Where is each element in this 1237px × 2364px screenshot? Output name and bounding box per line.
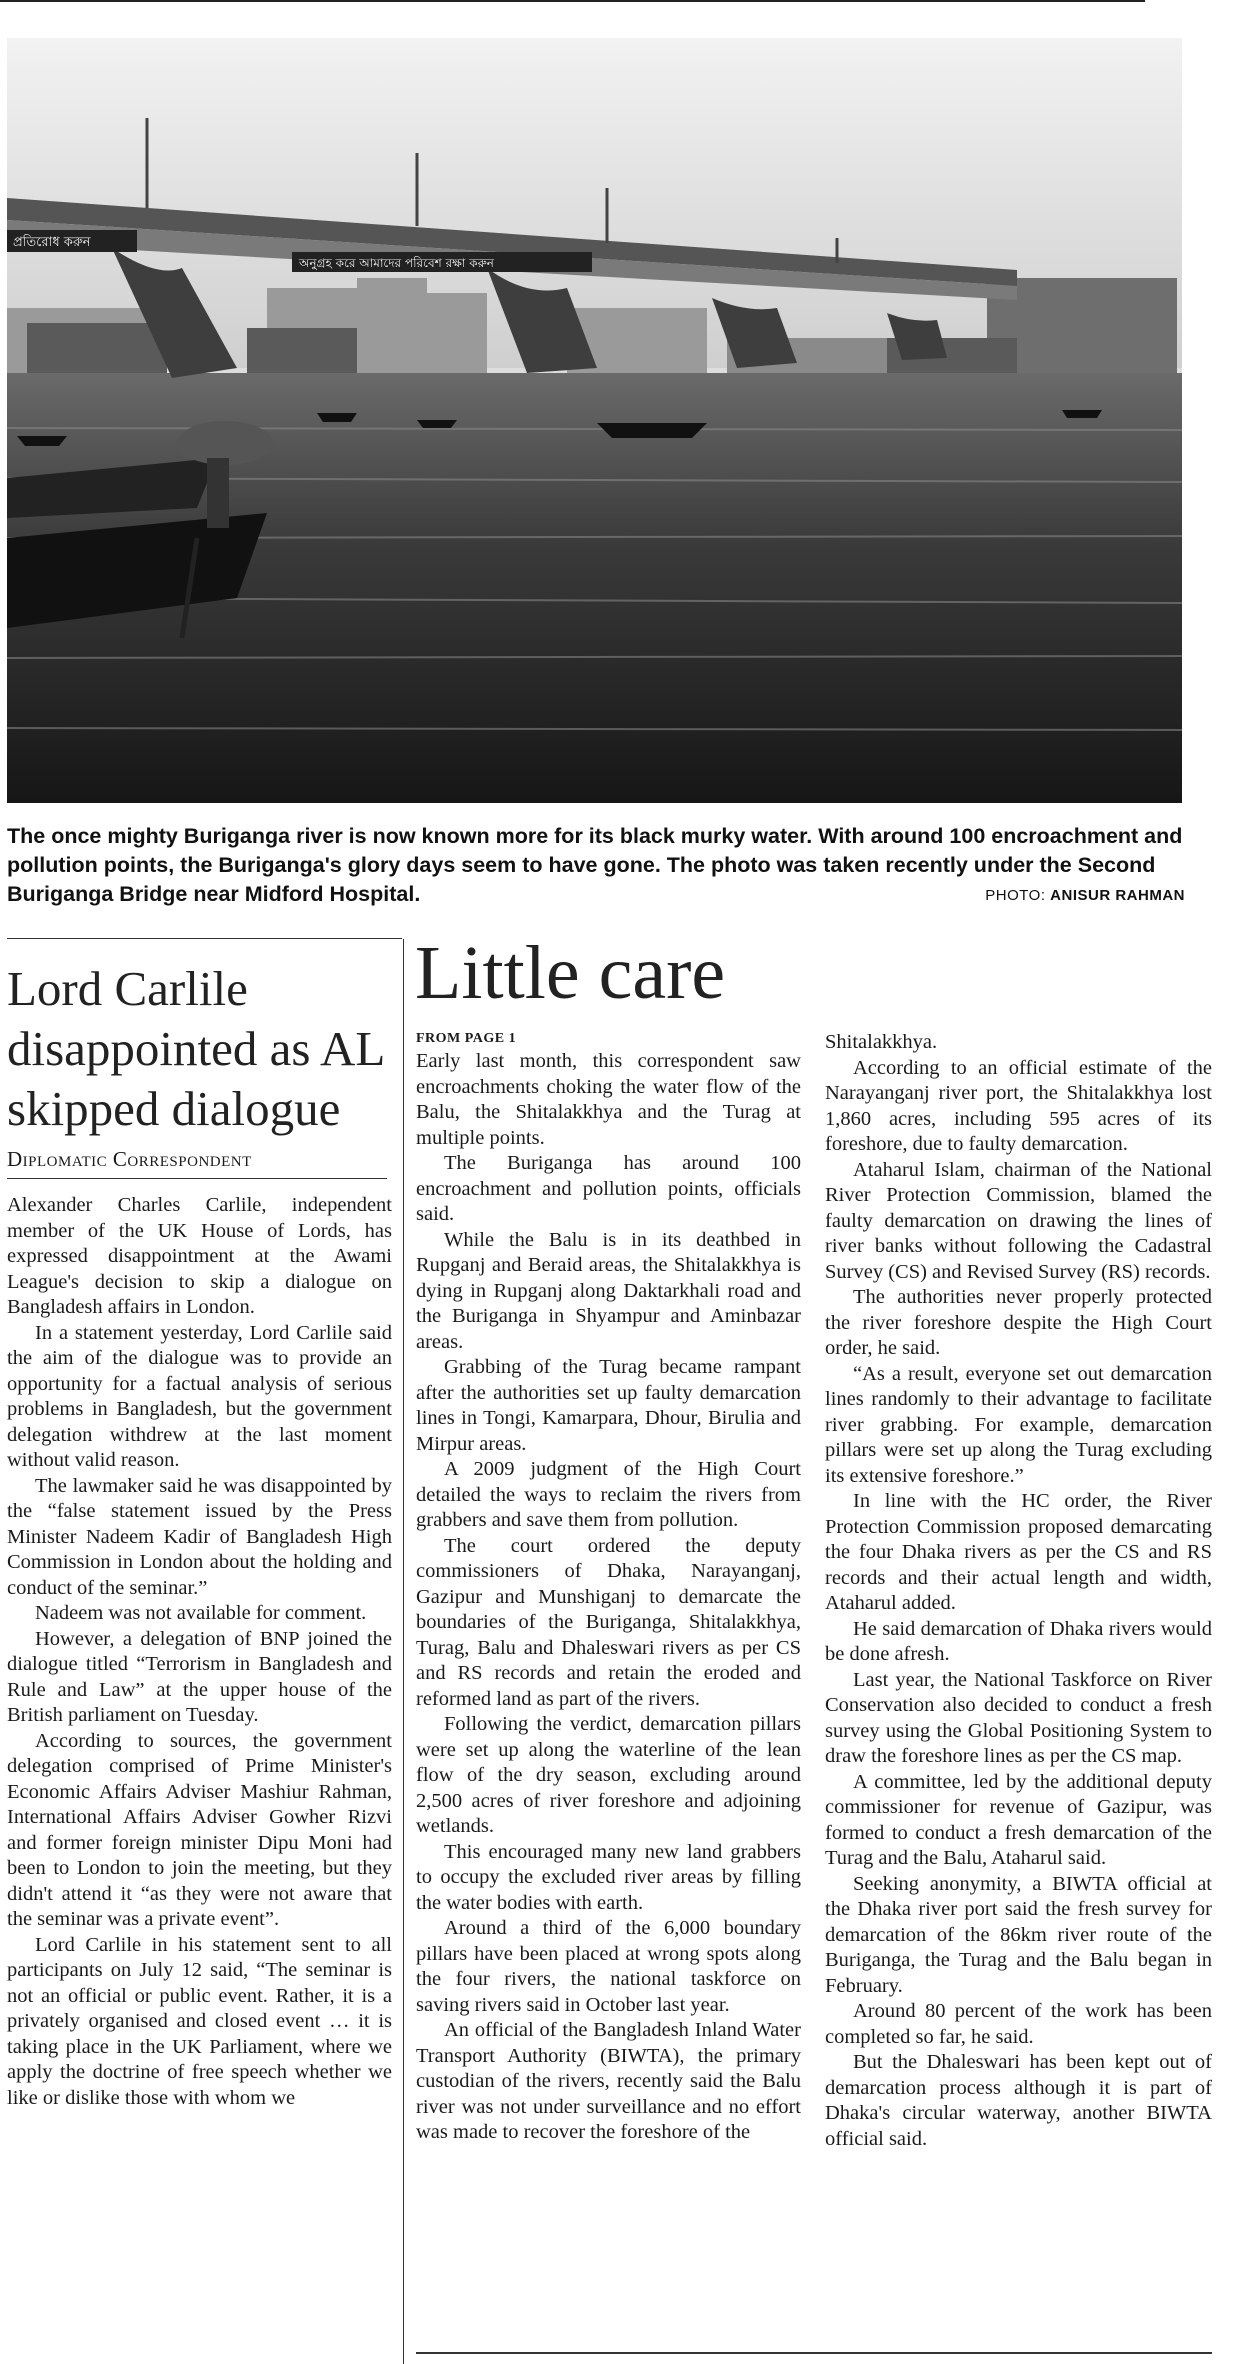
right-paragraph: Early last month, this correspondent saw encroachments choking the water flow of the Balu, the Shitalakkhya and the Turag at multiple points. (416, 1050, 801, 1149)
right-paragraph: He said demarcation of Dhaka rivers would be done afresh. (825, 1617, 1212, 1665)
right-paragraph: Around 80 percent of the work has been completed so far, he said. (825, 2000, 1212, 2048)
left-paragraph: Nadeem was not available for comment. (35, 1602, 367, 1624)
right-paragraph: “As a result, everyone set out demarcation lines randomly to their advantage to facilitate river grabbing. For example, demarcation pillars were set up along the Turag excluding its extensive foreshore.” (825, 1362, 1212, 1487)
left-paragraph: However, a delegation of BNP joined the dialogue titled “Terrorism in Bangladesh and Rule and Law” at the upper house of the British parliament on Tuesday. (7, 1627, 392, 1726)
right-paragraph: Grabbing of the Turag became rampant after the authorities set up faulty demarcation lines in Tongi, Kamarpara, Dhour, Birulia and Mirpur areas. (416, 1356, 801, 1455)
right-paragraph: While the Balu is in its deathbed in Rupganj and Beraid areas, the Shitalakkhya is dying in Rupganj along Daktarkhali road and the Buriganga in Shyampur and Aminbazar areas. (416, 1228, 801, 1353)
photo-credit (985, 887, 1185, 904)
right-paragraph: Following the verdict, demarcation pillars were set up along the waterline of the lean flow of the dry season, excluding around 2,500 acres of river foreshore and adjoining wetlands. (416, 1713, 801, 1837)
top-rule (0, 0, 1145, 2)
right-paragraph: The authorities never properly protected the river foreshore despite the High Court order, he said. (825, 1286, 1212, 1359)
jump-line: FROM PAGE 1 (416, 1031, 517, 1046)
right-paragraph: Shitalakkhya. (825, 1031, 938, 1053)
svg-text:প্রতিরোধ করুন: প্রতিরোধ করুন (13, 235, 91, 250)
left-paragraph: According to sources, the government delegation comprised of Prime Minister's Economic Affairs Adviser Mashiur Rahman, International Affairs Adviser Gowher Rizvi and former foreign minister Dipu Moni had been to London to join the meeting, but they didn't attend it “as they were not aware that the seminar was a private event”. (7, 1729, 392, 1930)
right-paragraph: Around a third of the 6,000 boundary pillars have been placed at wrong spots along the four rivers, the national taskforce on saving rivers said in October last year. (416, 1917, 801, 2016)
left-paragraph: In a statement yesterday, Lord Carlile said the aim of the dialogue was to provide an opportunity for a factual analysis of serious problems in Bangladesh, but the government delegation withdrew at the last moment without valid reason. (7, 1321, 392, 1471)
right-paragraph: According to an official estimate of the Narayanganj river port, the Shitalakkhya lost 1,860 acres, including 595 acres of its foreshore, due to faulty demarcation. (825, 1056, 1212, 1155)
river-photo (7, 38, 1182, 803)
right-paragraph: In line with the HC order, the River Protection Commission proposed demarcating the four Dhaka rivers as per the CS and RS records and their actual length and width, Ataharul added. (825, 1490, 1212, 1614)
left-story-headline: Lord Carlile disappointed as AL skipped dialogue (7, 961, 384, 1136)
left-paragraph: Alexander Charles Carlile, independent member of the UK House of Lords, has expressed disappointment at the Awami League's decision to skip a dialogue on Bangladesh affairs in London. (7, 1194, 392, 1318)
right-paragraph: Ataharul Islam, chairman of the National River Protection Commission, blamed the faulty demarcation on drawing the lines of river banks without following the Cadastral Survey (CS) and Revised Survey (RS) records. (825, 1158, 1212, 1283)
left-paragraph: Lord Carlile in his statement sent to all participants on July 12 said, “The seminar is not an official or public event. Rather, it is a privately organised and closed event … it is taking place in the UK Parliament, where we apply the doctrine of free speech whether we like or dislike those with whom we (7, 1933, 392, 2109)
right-paragraph: The Buriganga has around 100 encroachment and pollution points, officials said. (416, 1152, 801, 1225)
right-paragraph: Last year, the National Taskforce on River Conservation also decided to conduct a fresh survey using the Global Positioning System to draw the foreshore lines as per the CS map. (825, 1668, 1212, 1767)
column-divider (403, 939, 405, 2364)
right-paragraph: An official of the Bangladesh Inland Water Transport Authority (BIWTA), the primary custodian of the rivers, recently said the Balu river was not under surveillance and no effort was made to recover the foreshore of the (416, 2019, 801, 2143)
left-story-body (7, 1193, 392, 2111)
bottom-rule (416, 2352, 1212, 2354)
right-paragraph: A 2009 judgment of the High Court detailed the ways to reclaim the rivers from grabbers and save them from pollution. (416, 1458, 801, 1531)
right-paragraph: But the Dhaleswari has been kept out of demarcation process although it is part of Dhaka's circular waterway, another BIWTA official said. (825, 2051, 1212, 2150)
right-paragraph: A committee, led by the additional deputy commissioner for revenue of Gazipur, was formed to conduct a fresh demarcation of the Turag and the Balu, Ataharul said. (825, 1770, 1212, 1869)
photo-credit-name: ANISUR RAHMAN (1050, 887, 1185, 904)
left-story-byline: Diplomatic Correspondent (7, 1147, 387, 1179)
right-paragraph: Seeking anonymity, a BIWTA official at the Dhaka river port said the fresh survey for demarcation of the 86km river route of the Buriganga, the Turag and the Balu began in February. (825, 1872, 1212, 1997)
right-story-headline: Little care (415, 931, 726, 1015)
right-paragraph: This encouraged many new land grabbers to occupy the excluded river areas by filling the water bodies with earth. (416, 1840, 801, 1914)
right-story-column-2 (825, 1030, 1212, 2152)
photo-caption: The once mighty Buriganga river is now known more for its black murky water. With around 100 encroachment and pollution points, the Buriganga's glory days seem to have gone. The photo was taken recently under the Second Buriganga Bridge near Midford Hospital. (7, 824, 1183, 906)
river-photo-illustration (7, 38, 1182, 803)
left-story (7, 938, 402, 2111)
right-story-column-1 (416, 1049, 801, 2146)
svg-text:অনুগ্রহ করে আমাদের পরিবেশ রক্ষ: অনুগ্রহ করে আমাদের পরিবেশ রক্ষা করুন (299, 256, 494, 270)
photo-credit-prefix: PHOTO: (985, 887, 1051, 904)
right-paragraph: The court ordered the deputy commissioners of Dhaka, Narayanganj, Gazipur and Munshiganj to demarcate the boundaries of the Buriganga, Shitalakkhya, Turag, Balu and Dhaleswari rivers as per CS and RS records and retain the eroded and reformed land as part of the rivers. (416, 1534, 801, 1710)
left-paragraph: The lawmaker said he was disappointed by the “false statement issued by the Press Minister Nadeem Kadir of Bangladesh High Commission in London about the holding and conduct of the seminar.” (7, 1474, 392, 1599)
